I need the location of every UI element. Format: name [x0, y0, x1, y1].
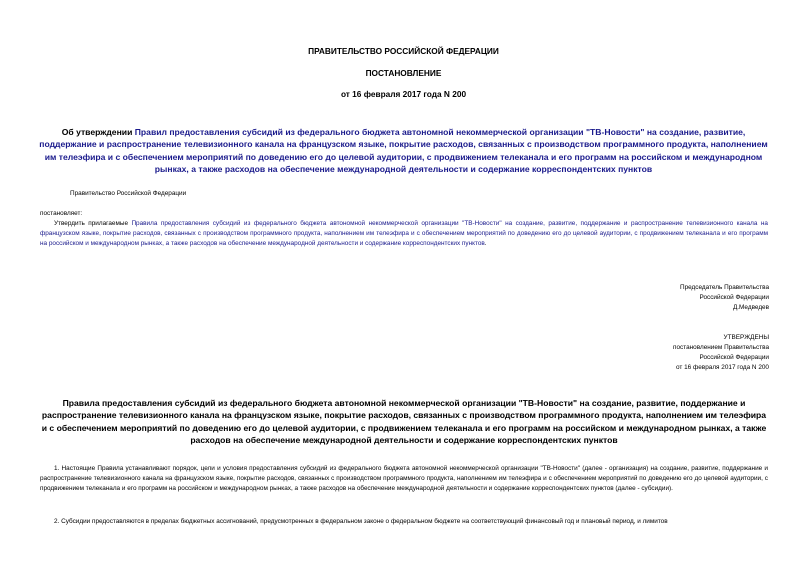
approved-line3: от 16 февраля 2017 года N 200	[676, 364, 769, 371]
signature-position-line1: Председатель Правительства	[680, 284, 769, 291]
approve-prefix: Утвердить прилагаемые	[54, 220, 132, 227]
rules-title: Правила предоставления субсидий из федерального бюджета автономной некоммерческой организации "ТВ-Новости" на создание, развитие, поддержание и распространение телевизионного канала на французском языке, покрытие расходов, связанных с производством программного продукта, наполнением им телеэфира и с обеспечением мероприятий по доведению его до целевой аудитории, с продвижением телеканала и его программ на российском и международном рынках, а также расходов на обеспечение международной деятельности и содержание корреспондентских пунктов	[41, 398, 767, 446]
government-heading: ПРАВИТЕЛЬСТВО РОССИЙСКОЙ ФЕДЕРАЦИИ	[308, 46, 499, 56]
approved-line1: постановлением Правительства	[673, 344, 769, 351]
decides-line: постановляет:	[40, 210, 83, 217]
signature-name: Д.Медведев	[732, 304, 769, 311]
approve-paragraph	[40, 219, 768, 249]
document-title	[36, 126, 771, 176]
signature-block	[680, 283, 769, 313]
document-date: от 16 февраля 2017 года N 200	[340, 89, 467, 99]
approved-line2: Российской Федерации	[699, 354, 769, 361]
government-line: Правительство Российской Федерации	[70, 190, 187, 197]
approve-rules-link[interactable]: Правила предоставления субсидий из федерального бюджета автономной некоммерческой организации "ТВ-Новости" на создание, развитие, поддержание и распространение телевизионного канала на французском языке, покрытие расходов, связанных с производством программного продукта, наполнением им телеэфира и с обеспечением мероприятий по доведению его до целевой аудитории, с продвижением телеканала и его программ на российском и международном рынках, а также расходов на обеспечение международной деятельности и содержание корреспондентских пунктов	[40, 220, 768, 247]
rules-clause-2: 2. Субсидии предоставляются в пределах бюджетных ассигнований, предусмотренных в федеральном законе о федеральном бюджете на соответствующий финансовый год и плановый период, и лимитов	[54, 518, 668, 525]
title-prefix: Об утверждении	[61, 127, 135, 137]
title-rules-link[interactable]: Правил предоставления субсидий из федерального бюджета автономной некоммерческой организации "ТВ-Новости" на создание, развитие, поддержание и распространение телевизионного канала на французском языке, покрытие расходов, связанных с производством программного продукта, наполнением им телеэфира и с обеспечением мероприятий по доведению его до целевой аудитории, с продвижением телеканала и его программ на российском и международном рынках, а также расходов на обеспечение международной деятельности и содержание корреспондентских пунктов	[39, 127, 768, 175]
signature-position-line2: Российской Федерации	[699, 294, 769, 301]
document-type: ПОСТАНОВЛЕНИЕ	[365, 68, 442, 78]
approved-label: УТВЕРЖДЕНЫ	[723, 334, 769, 341]
rules-clause-1: 1. Настоящие Правила устанавливают порядок, цели и условия предоставления субсидий из федерального бюджета автономной некоммерческой организации "ТВ-Новости" (далее - организация) на создание, развитие, поддержание и распространение телевизионного канала на французском языке, покрытие расходов, связанных с производством программного продукта, наполнением им телеэфира и с обеспечением мероприятий по доведению его до целевой аудитории, с продвижением телеканала и его программ на российском и международном рынках, а также расходов на обеспечение международной деятельности и содержание корреспондентских пунктов (далее - субсидии).	[40, 465, 768, 492]
approve-suffix: .	[484, 240, 487, 247]
approved-block	[673, 333, 769, 373]
